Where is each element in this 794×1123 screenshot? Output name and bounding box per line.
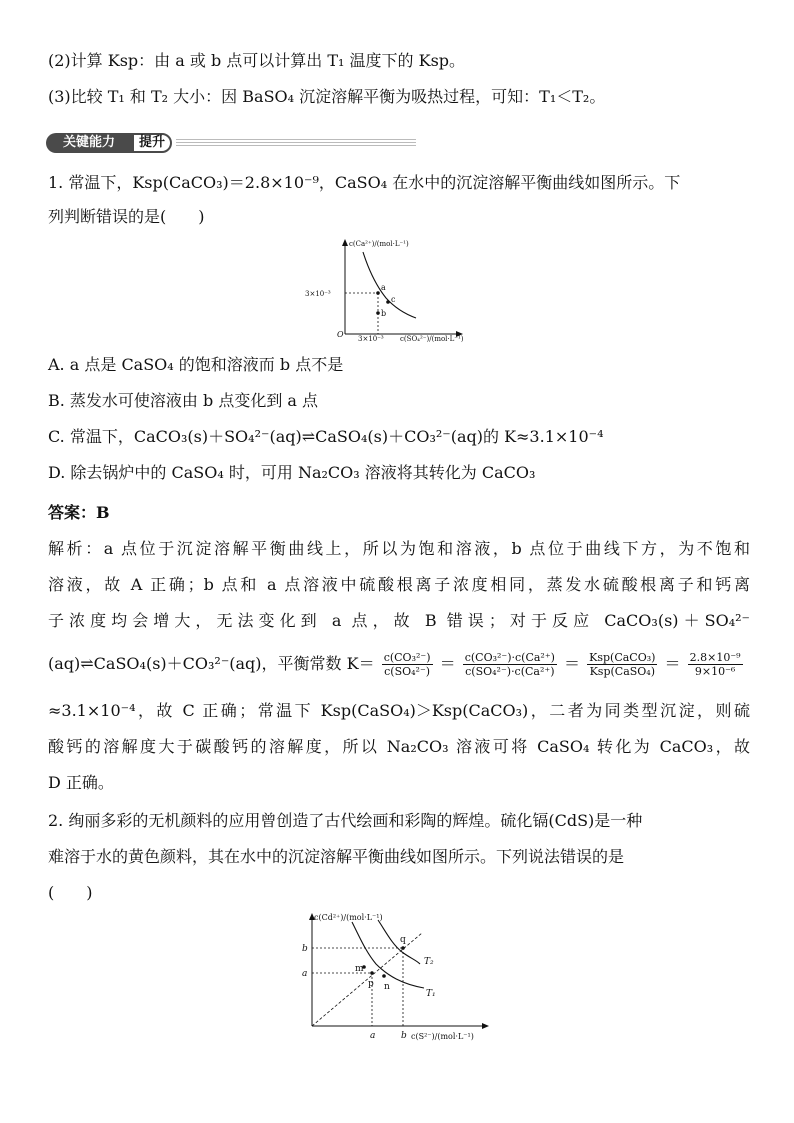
q1-option-a: A. a 点是 CaSO₄ 的饱和溶液而 b 点不是 xyxy=(48,355,344,374)
q1-fraction-2-num: c(CO₃²⁻)·c(Ca²⁺) xyxy=(464,651,555,664)
q2-label-q: q xyxy=(400,935,406,945)
q1-fraction-1-num: c(CO₃²⁻) xyxy=(383,651,431,664)
q2-label-p: p xyxy=(368,979,374,989)
section-tag-rule xyxy=(176,139,416,147)
q1-label-a: a xyxy=(381,283,386,292)
q1-stem-line-2: 列判断错误的是( ) xyxy=(48,207,205,226)
q1-analysis-line-2: 溶液，故 A 正确；b 点和 a 点溶液中硫酸根离子浓度相同，蒸发水硫酸根离子和钙离 xyxy=(48,575,750,594)
intro-line-1: (2)计算 Ksp：由 a 或 b 点可以计算出 T₁ 温度下的 Ksp。 xyxy=(48,51,466,70)
q1-fraction-1-den: c(SO₄²⁻) xyxy=(384,665,431,678)
q1-option-c: C. 常温下，CaCO₃(s)＋SO₄²⁻(aq)⇌CaSO₄(s)＋CO₃²⁻(aq)的 K≈3.1×10⁻⁴ xyxy=(48,427,604,446)
q1-curve xyxy=(363,252,416,318)
q1-stem-line-1: 1. 常温下，Ksp(CaCO₃)＝2.8×10⁻⁹，CaSO₄ 在水中的沉淀溶解平衡曲线如图所示。下 xyxy=(48,173,681,192)
intro-line-2: (3)比较 T₁ 和 T₂ 大小：因 BaSO₄ 沉淀溶解平衡为吸热过程，可知：T₁＜T₂。 xyxy=(48,87,606,106)
q1-option-b: B. 蒸发水可使溶液由 b 点变化到 a 点 xyxy=(48,391,319,410)
q2-stem-line-2: 难溶于水的黄色颜料，其在水中的沉淀溶解平衡曲线如图所示。下列说法错误的是 xyxy=(48,847,625,866)
q1-fraction-2 xyxy=(463,651,557,678)
q2-y-label: c(Cd²⁺)/(mol·L⁻¹) xyxy=(314,913,383,922)
q2-x-tick-b: b xyxy=(401,1031,407,1041)
q1-fraction-3-den: Ksp(CaSO₄) xyxy=(589,665,656,678)
q1-analysis-line-5: ≈3.1×10⁻⁴，故 C 正确；常温下 Ksp(CaSO₄)＞Ksp(CaCO₃)，二者为同类型沉淀，则硫 xyxy=(48,701,750,720)
q1-origin: O xyxy=(337,330,344,339)
q1-fraction-3-num: Ksp(CaCO₃) xyxy=(589,651,656,664)
q1-fraction-4-num: 2.8×10⁻⁹ xyxy=(689,651,741,664)
q2-y-tick-b: b xyxy=(302,944,308,954)
q2-curve-t1 xyxy=(352,922,424,988)
q1-fraction-2-den: c(SO₄²⁻)·c(Ca²⁺) xyxy=(465,665,555,678)
q1-y-tick: 3×10⁻³ xyxy=(305,290,331,298)
q1-analysis-line-4 xyxy=(48,644,750,684)
q1-answer: 答案：B xyxy=(48,503,110,522)
q1-y-label: c(Ca²⁺)/(mol·L⁻¹) xyxy=(349,240,409,248)
q2-y-tick-a: a xyxy=(302,969,308,979)
q1-eq-sign-3: ＝ xyxy=(664,654,681,673)
q1-fraction-4 xyxy=(688,651,743,678)
q2-x-tick-a: a xyxy=(370,1031,376,1041)
q1-x-label: c(SO₄²⁻)/(mol·L⁻¹) xyxy=(400,335,464,343)
q2-label-t1: T₁ xyxy=(426,989,436,999)
q1-eq-sign-1: ＝ xyxy=(439,654,456,673)
q2-diagonal xyxy=(312,933,422,1026)
q2-point-p xyxy=(370,971,374,975)
q1-point-a xyxy=(376,291,380,295)
q2-point-n xyxy=(382,974,386,978)
q1-label-b: b xyxy=(381,309,387,318)
q2-point-q xyxy=(401,946,405,950)
q1-point-c xyxy=(386,300,390,304)
q1-analysis-eq-prefix: (aq)⇌CaSO₄(s)＋CO₃²⁻(aq)，平衡常数 K＝ xyxy=(48,654,375,673)
section-tag-right: 提升 xyxy=(132,133,172,153)
q2-stem-line-1: 2. 绚丽多彩的无机颜料的应用曾创造了古代绘画和彩陶的辉煌。硫化镉(CdS)是一种 xyxy=(48,811,643,830)
q1-analysis-line-3: 子浓度均会增大，无法变化到 a 点，故 B 错误；对于反应 CaCO₃(s)＋SO₄²⁻ xyxy=(48,611,750,630)
q1-eq-sign-2: ＝ xyxy=(564,654,581,673)
section-tag-left: 关键能力 xyxy=(46,133,132,153)
q2-label-n: n xyxy=(384,982,390,992)
q2-x-arrow xyxy=(482,1023,489,1029)
q1-fraction-3 xyxy=(587,651,657,678)
q2-label-m: m xyxy=(355,964,364,974)
q1-y-arrow xyxy=(342,239,348,246)
q1-label-c: c xyxy=(391,295,396,304)
q2-label-t2: T₂ xyxy=(424,957,434,967)
q2-x-label: c(S²⁻)/(mol·L⁻¹) xyxy=(411,1032,474,1041)
q1-x-tick: 3×10⁻³ xyxy=(358,335,384,343)
q1-analysis-line-7: D 正确。 xyxy=(48,773,114,792)
q2-chart xyxy=(290,908,510,1048)
q2-curve-t2 xyxy=(378,920,420,964)
q1-fraction-4-den: 9×10⁻⁶ xyxy=(694,665,736,678)
q1-option-d: D. 除去锅炉中的 CaSO₄ 时，可用 Na₂CO₃ 溶液将其转化为 CaCO₃ xyxy=(48,463,536,482)
q2-stem-line-3: ( ) xyxy=(48,883,93,902)
q1-fraction-1 xyxy=(382,651,433,678)
q1-point-b xyxy=(376,311,380,315)
q1-chart xyxy=(300,236,500,348)
q1-analysis-line-1: 解析：a 点位于沉淀溶解平衡曲线上，所以为饱和溶液，b 点位于曲线下方，为不饱和 xyxy=(48,539,750,558)
q1-analysis-line-6: 酸钙的溶解度大于碳酸钙的溶解度，所以 Na₂CO₃ 溶液可将 CaSO₄ 转化为 CaCO₃，故 xyxy=(48,737,750,756)
